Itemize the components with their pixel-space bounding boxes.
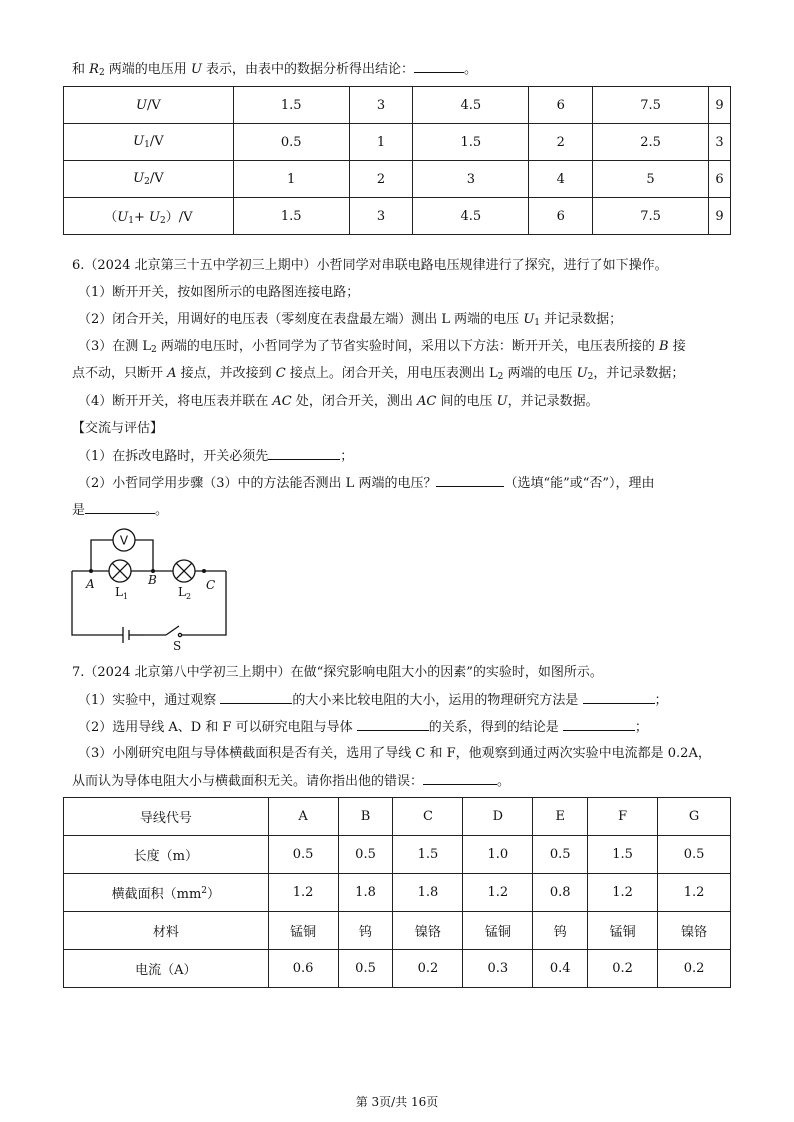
row-header: $U_1/V$ bbox=[64, 124, 234, 161]
q6-step-3-cont: 点不动，只断开 A 接点，并改接到 C 接点上。闭合开关，用电压表测出 $L_2$ 两端的电压 $U_2$，并记录数据； bbox=[72, 366, 685, 382]
table-cell: 0.5 bbox=[533, 836, 588, 874]
q7-line-3: （3）小刚研究电阻与导体横截面积是否有关，选用了导线 C 和 F，他观察到通过两次实验中电流都是 0.2A， bbox=[78, 746, 711, 761]
table-cell: 9 bbox=[708, 87, 730, 124]
table-cell: 1.2 bbox=[268, 874, 338, 912]
table-cell: 0.5 bbox=[338, 836, 393, 874]
q6-step-2: （2）闭合开关，用调好的电压表（零刻度在表盘最左端）测出 L 两端的电压 $U_1$ 并记录数据； bbox=[78, 312, 623, 328]
table-row bbox=[64, 874, 731, 912]
answer-blank[interactable] bbox=[563, 718, 635, 731]
table-cell: 6 bbox=[529, 198, 593, 235]
table-cell: 钨 bbox=[338, 912, 393, 950]
wire-properties-table bbox=[63, 797, 731, 988]
table-cell: 3 bbox=[349, 198, 413, 235]
row-header: 材料 bbox=[64, 912, 269, 950]
table-cell: 1.2 bbox=[658, 874, 731, 912]
table-cell: 锰铜 bbox=[588, 912, 658, 950]
table-cell: 3 bbox=[413, 161, 529, 198]
table-cell: A bbox=[268, 798, 338, 836]
table-cell: 0.5 bbox=[658, 836, 731, 874]
voltage-table bbox=[63, 86, 731, 235]
q7-line-4: 从而认为导体电阻大小与横截面积无关。请你指出他的错误： 。 bbox=[72, 774, 511, 789]
row-header: $U_2/V$ bbox=[64, 161, 234, 198]
table-cell: B bbox=[338, 798, 393, 836]
table-cell: 锰铜 bbox=[463, 912, 533, 950]
switch-label: S bbox=[173, 639, 182, 652]
intro-text: 表示，由表中的数据分析得出结论： bbox=[201, 62, 415, 77]
q7-line-1: （1）实验中，通过观察 的大小来比较电阻的大小，运用的物理研究方法是 ； bbox=[78, 693, 668, 708]
table-cell: 1 bbox=[233, 161, 349, 198]
label-b: B bbox=[148, 573, 157, 587]
table-cell: 9 bbox=[708, 198, 730, 235]
circuit-diagram bbox=[66, 522, 236, 652]
table-cell: 2 bbox=[529, 124, 593, 161]
table-cell: 锰铜 bbox=[268, 912, 338, 950]
table-cell: 1.5 bbox=[413, 124, 529, 161]
table-cell: F bbox=[588, 798, 658, 836]
intro-text: 和 bbox=[72, 62, 90, 77]
intro-line bbox=[72, 60, 477, 82]
table-cell: D bbox=[463, 798, 533, 836]
node-a bbox=[89, 569, 93, 573]
r2-subscript: 2 bbox=[98, 68, 105, 78]
table-cell: 1.5 bbox=[233, 87, 349, 124]
table-cell: 镍铬 bbox=[658, 912, 731, 950]
voltmeter-wire bbox=[135, 540, 153, 571]
table-cell: 0.3 bbox=[463, 950, 533, 988]
table-cell: 7.5 bbox=[593, 87, 709, 124]
lamp-2-subscript: 2 bbox=[186, 592, 192, 601]
table-cell: 3 bbox=[349, 87, 413, 124]
table-cell: G bbox=[658, 798, 731, 836]
table-cell: 6 bbox=[529, 87, 593, 124]
answer-blank[interactable] bbox=[85, 501, 155, 514]
q6-step-3: （3）在测 $L_2$ 两端的电压时，小哲同学为了节省实验时间，采用以下方法：断开开关，电压表所接的 B 接 bbox=[78, 339, 686, 355]
table-cell: 6 bbox=[708, 161, 730, 198]
table-cell: 2 bbox=[349, 161, 413, 198]
q6-eval-2: （2）小哲同学用步骤（3）中的方法能否测出 L 两端的电压？ （选填“能”或“否”），理由 bbox=[78, 476, 655, 491]
table-cell: 0.8 bbox=[533, 874, 588, 912]
table-cell: 1.0 bbox=[463, 836, 533, 874]
row-header: 横截面积$(mm^2)$ bbox=[64, 874, 269, 912]
table-cell: 0.5 bbox=[233, 124, 349, 161]
table-row bbox=[64, 198, 731, 235]
answer-blank[interactable] bbox=[583, 691, 655, 704]
table-cell: 2.5 bbox=[593, 124, 709, 161]
table-cell: 1.2 bbox=[588, 874, 658, 912]
table-row bbox=[64, 87, 731, 124]
answer-blank[interactable] bbox=[423, 772, 497, 785]
table-cell: 1.5 bbox=[588, 836, 658, 874]
page-footer: 第 3页/共 16页 bbox=[355, 1095, 439, 1109]
table-cell: 1 bbox=[349, 124, 413, 161]
table-row bbox=[64, 798, 731, 836]
table-cell: 4 bbox=[529, 161, 593, 198]
table-cell: E bbox=[533, 798, 588, 836]
table-cell: C bbox=[393, 798, 463, 836]
question-6-title: 6.（2024 北京第三十五中学初三上期中）小哲同学对串联电路电压规律进行了探究，进行了如下操作。 bbox=[72, 258, 668, 273]
table-cell: 1.8 bbox=[393, 874, 463, 912]
table-cell: 镍铬 bbox=[393, 912, 463, 950]
lamp-1-subscript: 1 bbox=[123, 592, 129, 601]
table-cell: 钨 bbox=[533, 912, 588, 950]
voltmeter-label: V bbox=[119, 533, 129, 548]
table-row bbox=[64, 912, 731, 950]
intro-text: 两端的电压用 bbox=[104, 62, 191, 77]
section-heading: 【交流与评估】 bbox=[72, 421, 164, 436]
q6-step-1: （1）断开开关，按如图所示的电路图连接电路； bbox=[78, 285, 360, 300]
table-cell: 1.8 bbox=[338, 874, 393, 912]
question-7-title: 7.（2024 北京第八中学初三上期中）在做“探究影响电阻大小的因素”的实验时，如图所示。 bbox=[72, 665, 603, 680]
answer-blank[interactable] bbox=[414, 60, 464, 73]
switch-icon bbox=[166, 626, 179, 635]
table-cell: 1.2 bbox=[463, 874, 533, 912]
q7-line-2: （2）选用导线 A、D 和 F 可以研究电阻与导体 的关系，得到的结论是 ； bbox=[78, 720, 648, 735]
table-cell: 1.5 bbox=[233, 198, 349, 235]
table-cell: 4.5 bbox=[413, 87, 529, 124]
table-cell: 3 bbox=[708, 124, 730, 161]
answer-blank[interactable] bbox=[357, 718, 429, 731]
lamp-2-label: L bbox=[178, 585, 186, 599]
table-cell: 1.5 bbox=[393, 836, 463, 874]
table-cell: 4.5 bbox=[413, 198, 529, 235]
row-header: 电流（A） bbox=[64, 950, 269, 988]
table-cell: 7.5 bbox=[593, 198, 709, 235]
label-a: A bbox=[86, 577, 95, 591]
r2-symbol: R bbox=[89, 62, 99, 77]
row-header: 导线代号 bbox=[64, 798, 269, 836]
answer-blank[interactable] bbox=[436, 474, 504, 487]
switch-contact bbox=[178, 633, 181, 636]
answer-blank[interactable] bbox=[268, 447, 340, 460]
table-cell: 0.6 bbox=[268, 950, 338, 988]
table-row bbox=[64, 836, 731, 874]
table-row bbox=[64, 124, 731, 161]
table-cell: 0.5 bbox=[268, 836, 338, 874]
table-row bbox=[64, 161, 731, 198]
q6-eval-2-cont: 是 。 bbox=[72, 503, 169, 518]
table-cell: 0.2 bbox=[393, 950, 463, 988]
label-c: C bbox=[206, 578, 216, 592]
table-cell: 0.2 bbox=[658, 950, 731, 988]
node-c bbox=[202, 569, 206, 573]
q6-step-4: （4）断开开关，将电压表并联在 AC 处，闭合开关，测出 AC 间的电压 U，并记录数据。 bbox=[78, 394, 599, 409]
table-cell: 0.2 bbox=[588, 950, 658, 988]
table-cell: 5 bbox=[593, 161, 709, 198]
table-cell: 0.4 bbox=[533, 950, 588, 988]
lamp-1-label: L bbox=[115, 585, 123, 599]
answer-blank[interactable] bbox=[220, 691, 292, 704]
table-cell: 0.5 bbox=[338, 950, 393, 988]
row-header: 长度（m） bbox=[64, 836, 269, 874]
row-header: U/V bbox=[64, 87, 234, 124]
table-row bbox=[64, 950, 731, 988]
u-symbol: U bbox=[190, 62, 202, 77]
intro-text: 。 bbox=[464, 62, 478, 77]
row-header: $(U_1+ U_2)/V$ bbox=[64, 198, 234, 235]
q6-eval-1: （1）在拆改电路时，开关必须先 ； bbox=[78, 449, 354, 464]
